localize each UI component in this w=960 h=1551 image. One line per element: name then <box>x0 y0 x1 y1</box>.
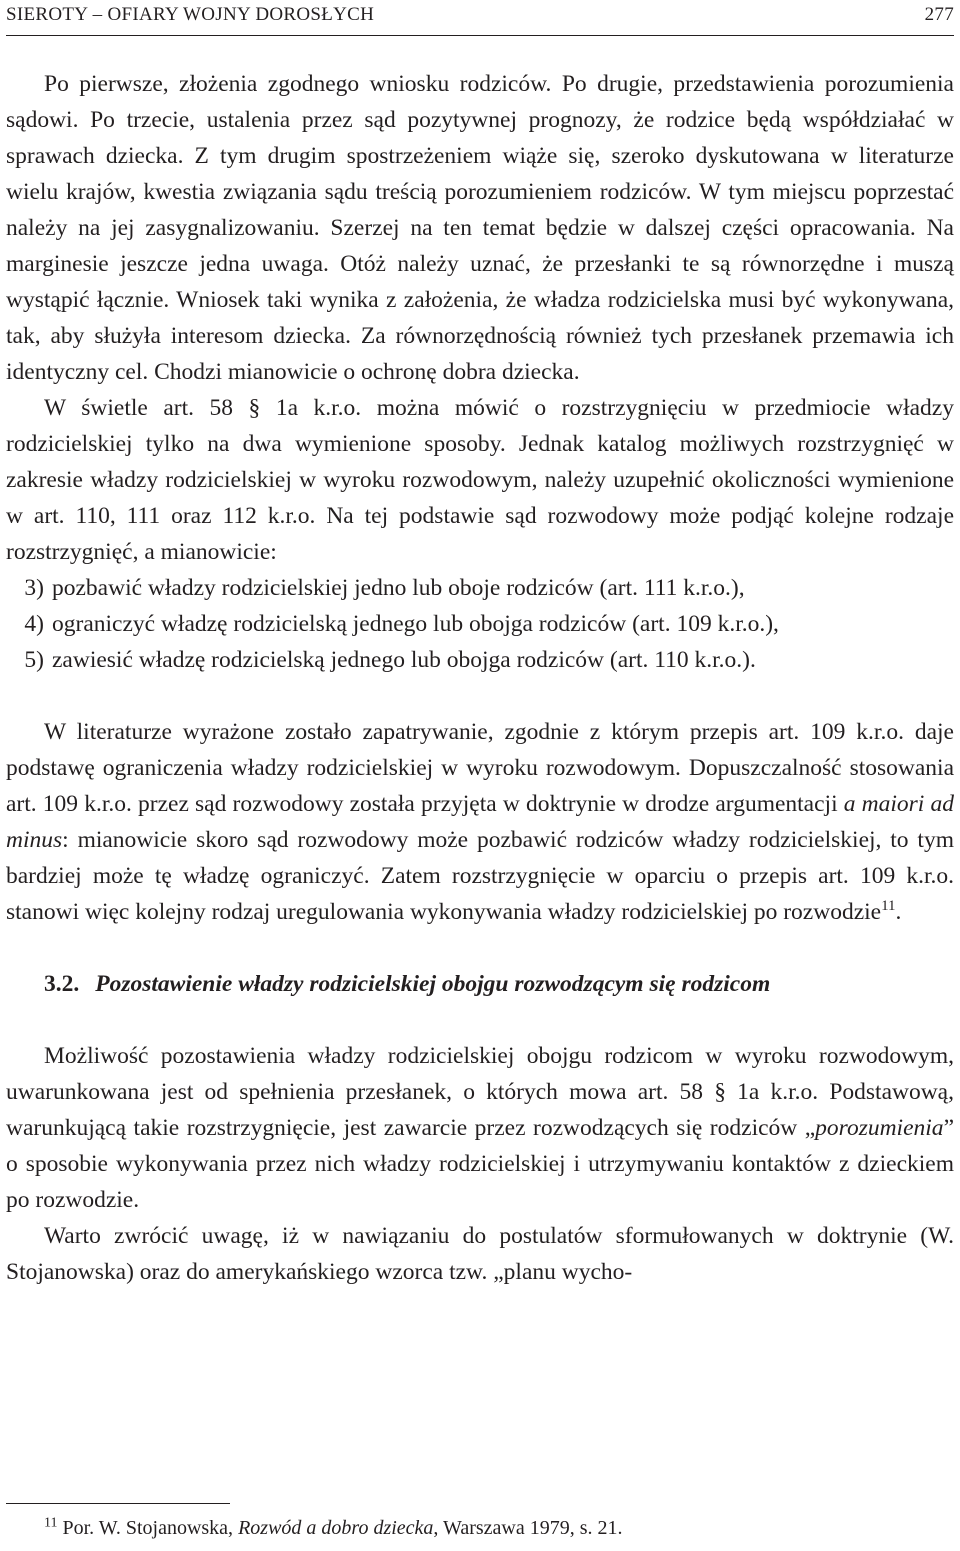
section-number: 3.2. <box>44 971 80 997</box>
paragraph: W świetle art. 58 § 1a k.r.o. można mówić o rozstrzygnięciu w przedmiocie władzy rodzicielskiej tylko na dwa wymienione sposoby. Jednak katalog możliwych rozstrzygnięć w zakresie władzy rodzicielskiej w wyroku rozwodowym, należy uzupełnić okoliczności wymienione w art. 110, 111 oraz 112 k.r.o. Na tej podstawie sąd rozwodowy może podjąć kolejne rodzaje rozstrzygnięć, a mianowicie: <box>6 395 954 565</box>
running-header <box>6 0 954 30</box>
paragraph-text: . <box>895 899 902 925</box>
paragraph-text: : mianowicie skoro sąd rozwodowy może pozbawić rodziców władzy rodzicielskiej, to tym bardziej może tę władzę ograniczyć. Zatem rozstrzygnięcie w oparciu o przepis art. 109 k.r.o. stanowi więc kolejny rodzaj uregulowania wykonywania władzy rodzicielskiej po rozwodzie <box>6 827 954 925</box>
header-rule <box>6 35 954 36</box>
main-text <box>6 66 954 1290</box>
list-item-text: pozbawić władzy rodzicielskiej jedno lub oboje rodziców (art. 111 k.r.o.), <box>52 575 745 601</box>
spacer <box>6 678 954 714</box>
footnote-book-title: Rozwód a dobro dziecka <box>238 1517 434 1539</box>
footnote-text: , Warszawa 1979, s. 21. <box>433 1517 623 1539</box>
paragraph-text: W literaturze wyrażone zostało zapatrywanie, zgodnie z którym przepis art. 109 k.r.o. daje podstawę ograniczenia władzy rodzicielskiej w wyroku rozwodowym. Dopuszczalność stosowania art. 109 k.r.o. przez sąd rozwodowy została przyjęta w doktrynie w drodze argumentacji <box>6 719 954 817</box>
paragraph-text: ” o sposobie wykonywania przez nich władzy rodzicielskiej i utrzymywaniu kontaktów z dzieckiem po rozwodzie. <box>6 1115 954 1213</box>
paragraph <box>6 1038 954 1218</box>
list-item <box>6 570 954 606</box>
footnote-number: 11 <box>44 1515 58 1531</box>
footnote-rule <box>6 1503 230 1504</box>
running-title: SIEROTY – OFIARY WOJNY DOROSŁYCH <box>6 4 375 25</box>
list-item-text: zawiesić władzę rodzicielską jednego lub obojga rodziców (art. 110 k.r.o.). <box>52 647 756 673</box>
footnote <box>6 1515 954 1541</box>
footnote-text: Por. W. Stojanowska, <box>57 1517 239 1539</box>
footnote-reference[interactable]: 11 <box>881 898 896 915</box>
list-item-number: 3) <box>24 575 44 601</box>
list-item-number: 4) <box>24 611 44 637</box>
section-title: Pozostawienie władzy rodzicielskiej obojgu rozwodzącym się rodzicom <box>95 971 771 997</box>
list-item <box>6 606 954 642</box>
paragraph: Warto zwrócić uwagę, iż w nawiązaniu do postulatów sformułowanych w doktrynie (W. Stojanowska) oraz do amerykańskiego wzorca tzw. „planu wycho- <box>6 1223 954 1285</box>
section-heading <box>6 966 954 1002</box>
spacer <box>6 1002 954 1038</box>
list-item <box>6 642 954 678</box>
paragraph-text: Możliwość pozostawienia władzy rodzicielskiej obojgu rodzicom w wyroku rozwodowym, uwarunkowana jest od spełnienia przesłanek, o których mowa art. 58 § 1a k.r.o. Podstawową, warunkującą takie rozstrzygnięcie, jest zawarcie przez rozwodzących się rodziców „ <box>6 1043 954 1141</box>
paragraph: Po pierwsze, złożenia zgodnego wniosku rodziców. Po drugie, przedstawienia porozumienia sądowi. Po trzecie, ustalenia przez sąd pozytywnej prognozy, że rodzice będą współdziałać w sprawach dziecka. Z tym drugim spostrzeżeniem wiąże się, szeroko dyskutowana w literaturze wielu krajów, kwestia związania sądu treścią porozumieniem rodziców. W tym miejscu poprzestać należy na jej zasygnalizowaniu. Szerzej na ten temat będzie w dalszej części opracowania. Na marginesie jeszcze jedna uwaga. Otóż należy uznać, że przesłanki te są równorzędne i muszą wystąpić łącznie. Wniosek taki wynika z założenia, że władza rodzicielska musi być wykonywana, tak, aby służyła interesom dziecka. Za równorzędnością również tych przesłanek przemawia ich identyczny cel. Chodzi mianowicie o ochronę dobra dziecka. <box>6 71 954 385</box>
emphasized-term: porozumienia <box>815 1115 944 1141</box>
latin-phrase: a maiori ad minus <box>6 791 954 853</box>
list-item-number: 5) <box>24 647 44 673</box>
page-number: 277 <box>924 4 954 25</box>
decision-list <box>6 570 954 678</box>
spacer <box>6 930 954 966</box>
list-item-text: ograniczyć władzę rodzicielską jednego lub obojga rodziców (art. 109 k.r.o.), <box>52 611 779 637</box>
paragraph <box>6 714 954 930</box>
